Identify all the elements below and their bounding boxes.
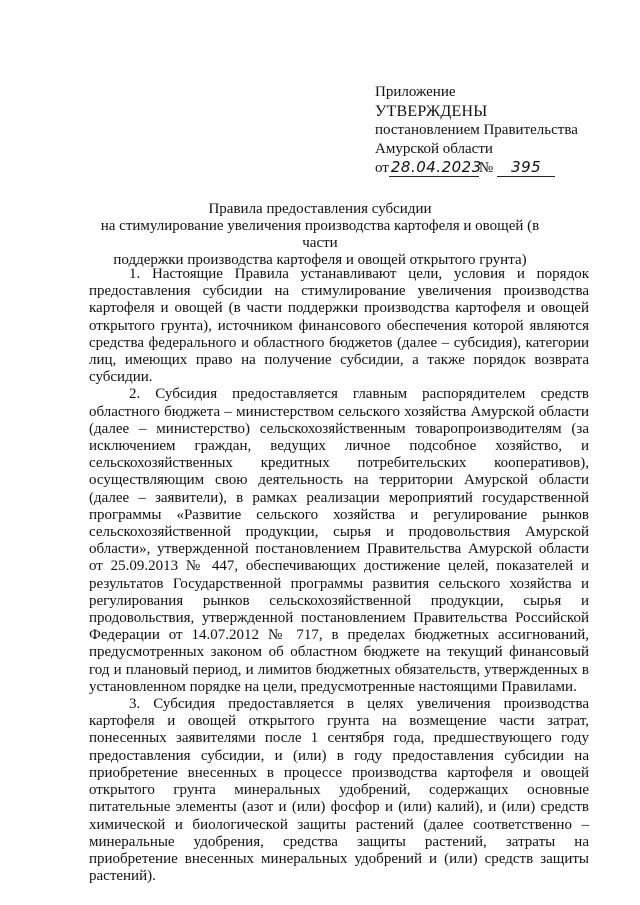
document-body [89,266,589,885]
appendix-label: Приложение [375,84,456,100]
title-line-2: на стимулирование увеличения производства картофеля и овощей (в части [100,218,540,251]
title-line-3: поддержки производства картофеля и овощей открытого грунта) [113,252,527,268]
date-number-line [375,159,595,179]
document-title [90,201,550,269]
region-label: Амурской области [375,141,493,157]
resolution-label: постановлением Правительства [375,122,578,138]
handwritten-date: 28.04.2023 [390,158,482,176]
approved-label: УТВЕРЖДЕНЫ [375,103,488,120]
title-line-1: Правила предоставления субсидии [208,201,432,217]
handwritten-number: 395 [497,159,555,177]
number-label: № [478,160,494,176]
approval-block [375,83,595,179]
from-label: от [375,160,389,176]
paragraph-2: 2. Субсидия предоставляется главным распорядителем средств областного бюджета – министерством сельского хозяйства Амурской области (далее – министерство) сельскохозяйственным товаропроизводителям (за исключением граждан, ведущих личное подсобное хозяйство, и сельскохозяйственных кредитных потребительских кооперативов), осуществляющим свою деятельность на территории Амурской области (далее – заявители), в рамках реализации мероприятий государственной программы «Развитие сельского хозяйства и регулирование рынков сельскохозяйственной продукции, сырья и продовольствия Амурской области», утвержденной постановлением Правительства Амурской области от 25.09.2013 № 447, обеспечивающих достижение целей, показателей и результатов Государственной программы развития сельского хозяйства и регулирования рынков сельскохозяйственной продукции, сырья и продовольствия, утвержденной постановлением Правительства Российской Федерации от 14.07.2012 № 717, в пределах бюджетных ассигнований, предусмотренных законом об областном бюджете на текущий финансовый год и плановый период, и лимитов бюджетных обязательств, утвержденных в установленном порядке на цели, предусмотренные настоящими Правилами. [89,386,589,695]
paragraph-1: 1. Настоящие Правила устанавливают цели, условия и порядок предоставления субсидии на стимулирование увеличения производства картофеля и овощей (в части поддержки производства картофеля и овощей открытого грунта), источником финансового обеспечения которой являются средства федерального и областного бюджетов (далее – субсидия), категории лиц, имеющих право на получение субсидии, а также порядок возврата субсидии. [89,266,589,386]
paragraph-3: 3. Субсидия предоставляется в целях увеличения производства картофеля и овощей открытого грунта на возмещение части затрат, понесенных заявителями после 1 сентября года, предшествующего году предоставления субсидии, и (или) в году предоставления субсидии на приобретение внесенных в процессе производства картофеля и овощей открытого грунта минеральных удобрений, содержащих основные питательные элементы (азот и (или) фосфор и (или) калий), и (или) средств химической и биологической защиты растений (далее соответственно – минеральные удобрения, средства защиты растений, затраты на приобретение внесенных минеральных удобрений и (или) средств защиты растений). [89,696,589,885]
